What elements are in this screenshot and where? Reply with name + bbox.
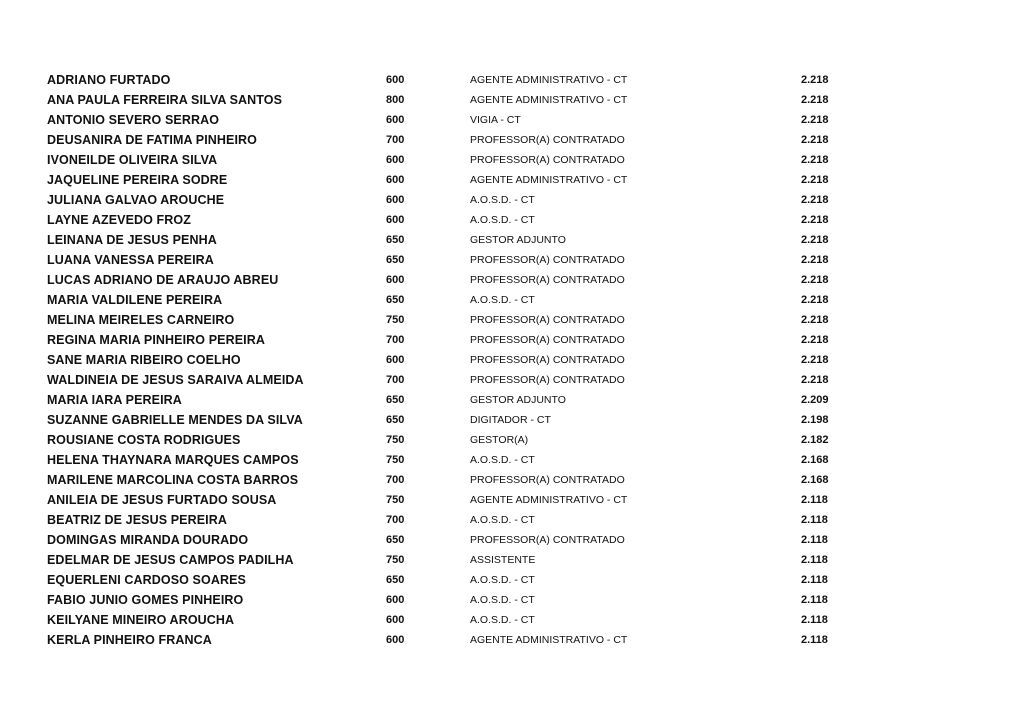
row-code: 600 xyxy=(386,194,405,206)
row-role: AGENTE ADMINISTRATIVO - CT xyxy=(470,94,628,106)
row-value: 2.218 xyxy=(801,294,829,306)
row-role: PROFESSOR(A) CONTRATADO xyxy=(470,374,625,386)
row-code: 700 xyxy=(386,514,405,526)
row-code: 700 xyxy=(386,134,405,146)
row-value: 2.118 xyxy=(801,554,828,566)
row-name: MELINA MEIRELES CARNEIRO xyxy=(47,313,235,327)
list-row xyxy=(0,610,1024,630)
row-code: 600 xyxy=(386,614,405,626)
list-row xyxy=(0,490,1024,510)
row-value: 2.118 xyxy=(801,634,828,646)
row-role: PROFESSOR(A) CONTRATADO xyxy=(470,334,625,346)
row-role: VIGIA - CT xyxy=(470,114,521,126)
row-code: 650 xyxy=(386,294,405,306)
row-role: A.O.S.D. - CT xyxy=(470,214,535,226)
list-row xyxy=(0,90,1024,110)
list-row xyxy=(0,390,1024,410)
row-value: 2.218 xyxy=(801,314,829,326)
row-value: 2.218 xyxy=(801,374,829,386)
row-role: AGENTE ADMINISTRATIVO - CT xyxy=(470,174,628,186)
row-code: 650 xyxy=(386,534,405,546)
row-code: 600 xyxy=(386,354,405,366)
row-name: MARILENE MARCOLINA COSTA BARROS xyxy=(47,473,299,487)
row-name: HELENA THAYNARA MARQUES CAMPOS xyxy=(47,453,299,467)
row-value: 2.218 xyxy=(801,234,829,246)
row-value: 2.198 xyxy=(801,414,829,426)
row-name: EQUERLENI CARDOSO SOARES xyxy=(47,573,246,587)
list-row xyxy=(0,290,1024,310)
employee-list xyxy=(0,70,1024,650)
list-row xyxy=(0,630,1024,650)
row-value: 2.218 xyxy=(801,134,829,146)
list-row xyxy=(0,310,1024,330)
row-role: PROFESSOR(A) CONTRATADO xyxy=(470,314,625,326)
row-code: 600 xyxy=(386,634,405,646)
row-value: 2.218 xyxy=(801,274,829,286)
row-name: FABIO JUNIO GOMES PINHEIRO xyxy=(47,593,244,607)
row-value: 2.218 xyxy=(801,254,829,266)
row-role: PROFESSOR(A) CONTRATADO xyxy=(470,154,625,166)
list-row xyxy=(0,70,1024,90)
row-role: PROFESSOR(A) CONTRATADO xyxy=(470,274,625,286)
row-role: PROFESSOR(A) CONTRATADO xyxy=(470,534,625,546)
row-role: AGENTE ADMINISTRATIVO - CT xyxy=(470,74,628,86)
row-name: IVONEILDE OLIVEIRA SILVA xyxy=(47,153,218,167)
list-row xyxy=(0,150,1024,170)
row-code: 600 xyxy=(386,74,405,86)
row-name: KEILYANE MINEIRO AROUCHA xyxy=(47,613,235,627)
row-code: 750 xyxy=(386,434,405,446)
row-role: A.O.S.D. - CT xyxy=(470,614,535,626)
row-code: 600 xyxy=(386,154,405,166)
row-role: ASSISTENTE xyxy=(470,554,536,566)
list-row xyxy=(0,110,1024,130)
row-name: ANTONIO SEVERO SERRAO xyxy=(47,113,220,127)
list-row xyxy=(0,190,1024,210)
row-role: AGENTE ADMINISTRATIVO - CT xyxy=(470,634,628,646)
row-name: LUCAS ADRIANO DE ARAUJO ABREU xyxy=(47,273,279,287)
row-role: GESTOR ADJUNTO xyxy=(470,234,566,246)
row-value: 2.168 xyxy=(801,454,829,466)
row-role: A.O.S.D. - CT xyxy=(470,454,535,466)
row-name: ANA PAULA FERREIRA SILVA SANTOS xyxy=(47,93,283,107)
row-code: 700 xyxy=(386,474,405,486)
row-value: 2.218 xyxy=(801,354,829,366)
row-name: REGINA MARIA PINHEIRO PEREIRA xyxy=(47,333,265,347)
row-role: A.O.S.D. - CT xyxy=(470,514,535,526)
list-row xyxy=(0,330,1024,350)
row-name: DEUSANIRA DE FATIMA PINHEIRO xyxy=(47,133,257,147)
row-name: LEINANA DE JESUS PENHA xyxy=(47,233,217,247)
list-row xyxy=(0,170,1024,190)
row-name: ANILEIA DE JESUS FURTADO SOUSA xyxy=(47,493,277,507)
list-row xyxy=(0,510,1024,530)
list-row xyxy=(0,590,1024,610)
row-code: 600 xyxy=(386,214,405,226)
row-role: A.O.S.D. - CT xyxy=(470,594,535,606)
row-code: 800 xyxy=(386,94,405,106)
row-name: LAYNE AZEVEDO FROZ xyxy=(47,213,191,227)
row-role: PROFESSOR(A) CONTRATADO xyxy=(470,134,625,146)
row-name: MARIA IARA PEREIRA xyxy=(47,393,182,407)
row-role: GESTOR(A) xyxy=(470,434,529,446)
row-code: 650 xyxy=(386,574,405,586)
list-row xyxy=(0,430,1024,450)
row-code: 650 xyxy=(386,254,405,266)
list-row xyxy=(0,410,1024,430)
row-name: DOMINGAS MIRANDA DOURADO xyxy=(47,533,249,547)
row-name: JULIANA GALVAO AROUCHE xyxy=(47,193,225,207)
row-code: 750 xyxy=(386,454,405,466)
row-role: A.O.S.D. - CT xyxy=(470,574,535,586)
list-row xyxy=(0,350,1024,370)
row-role: AGENTE ADMINISTRATIVO - CT xyxy=(470,494,628,506)
row-value: 2.118 xyxy=(801,494,828,506)
list-row xyxy=(0,570,1024,590)
row-role: DIGITADOR - CT xyxy=(470,414,551,426)
row-name: WALDINEIA DE JESUS SARAIVA ALMEIDA xyxy=(47,373,304,387)
row-code: 600 xyxy=(386,114,405,126)
list-row xyxy=(0,250,1024,270)
row-code: 600 xyxy=(386,174,405,186)
list-row xyxy=(0,210,1024,230)
row-value: 2.118 xyxy=(801,514,828,526)
row-code: 750 xyxy=(386,554,405,566)
row-value: 2.168 xyxy=(801,474,829,486)
row-value: 2.118 xyxy=(801,574,828,586)
row-code: 700 xyxy=(386,374,405,386)
row-name: SUZANNE GABRIELLE MENDES DA SILVA xyxy=(47,413,303,427)
row-code: 650 xyxy=(386,414,405,426)
row-code: 700 xyxy=(386,334,405,346)
list-row xyxy=(0,450,1024,470)
row-value: 2.218 xyxy=(801,194,829,206)
row-value: 2.218 xyxy=(801,334,829,346)
row-role: A.O.S.D. - CT xyxy=(470,294,535,306)
row-value: 2.218 xyxy=(801,214,829,226)
row-value: 2.118 xyxy=(801,594,828,606)
row-role: GESTOR ADJUNTO xyxy=(470,394,566,406)
row-value: 2.209 xyxy=(801,394,829,406)
row-name: KERLA PINHEIRO FRANCA xyxy=(47,633,212,647)
row-name: SANE MARIA RIBEIRO COELHO xyxy=(47,353,241,367)
list-row xyxy=(0,270,1024,290)
row-name: EDELMAR DE JESUS CAMPOS PADILHA xyxy=(47,553,294,567)
list-row xyxy=(0,130,1024,150)
row-value: 2.218 xyxy=(801,114,829,126)
list-row xyxy=(0,470,1024,490)
row-value: 2.218 xyxy=(801,154,829,166)
row-name: MARIA VALDILENE PEREIRA xyxy=(47,293,223,307)
list-row xyxy=(0,530,1024,550)
row-name: ADRIANO FURTADO xyxy=(47,73,171,87)
row-code: 750 xyxy=(386,314,405,326)
row-value: 2.218 xyxy=(801,74,829,86)
row-role: A.O.S.D. - CT xyxy=(470,194,535,206)
row-code: 650 xyxy=(386,394,405,406)
row-role: PROFESSOR(A) CONTRATADO xyxy=(470,474,625,486)
row-role: PROFESSOR(A) CONTRATADO xyxy=(470,354,625,366)
row-name: BEATRIZ DE JESUS PEREIRA xyxy=(47,513,227,527)
row-code: 650 xyxy=(386,234,405,246)
row-value: 2.182 xyxy=(801,434,829,446)
row-code: 600 xyxy=(386,594,405,606)
row-name: ROUSIANE COSTA RODRIGUES xyxy=(47,433,241,447)
list-row xyxy=(0,370,1024,390)
row-value: 2.218 xyxy=(801,94,829,106)
list-row xyxy=(0,550,1024,570)
row-value: 2.218 xyxy=(801,174,829,186)
row-role: PROFESSOR(A) CONTRATADO xyxy=(470,254,625,266)
row-value: 2.118 xyxy=(801,534,828,546)
row-code: 750 xyxy=(386,494,405,506)
row-name: LUANA VANESSA PEREIRA xyxy=(47,253,214,267)
list-row xyxy=(0,230,1024,250)
row-value: 2.118 xyxy=(801,614,828,626)
row-name: JAQUELINE PEREIRA SODRE xyxy=(47,173,228,187)
row-code: 600 xyxy=(386,274,405,286)
